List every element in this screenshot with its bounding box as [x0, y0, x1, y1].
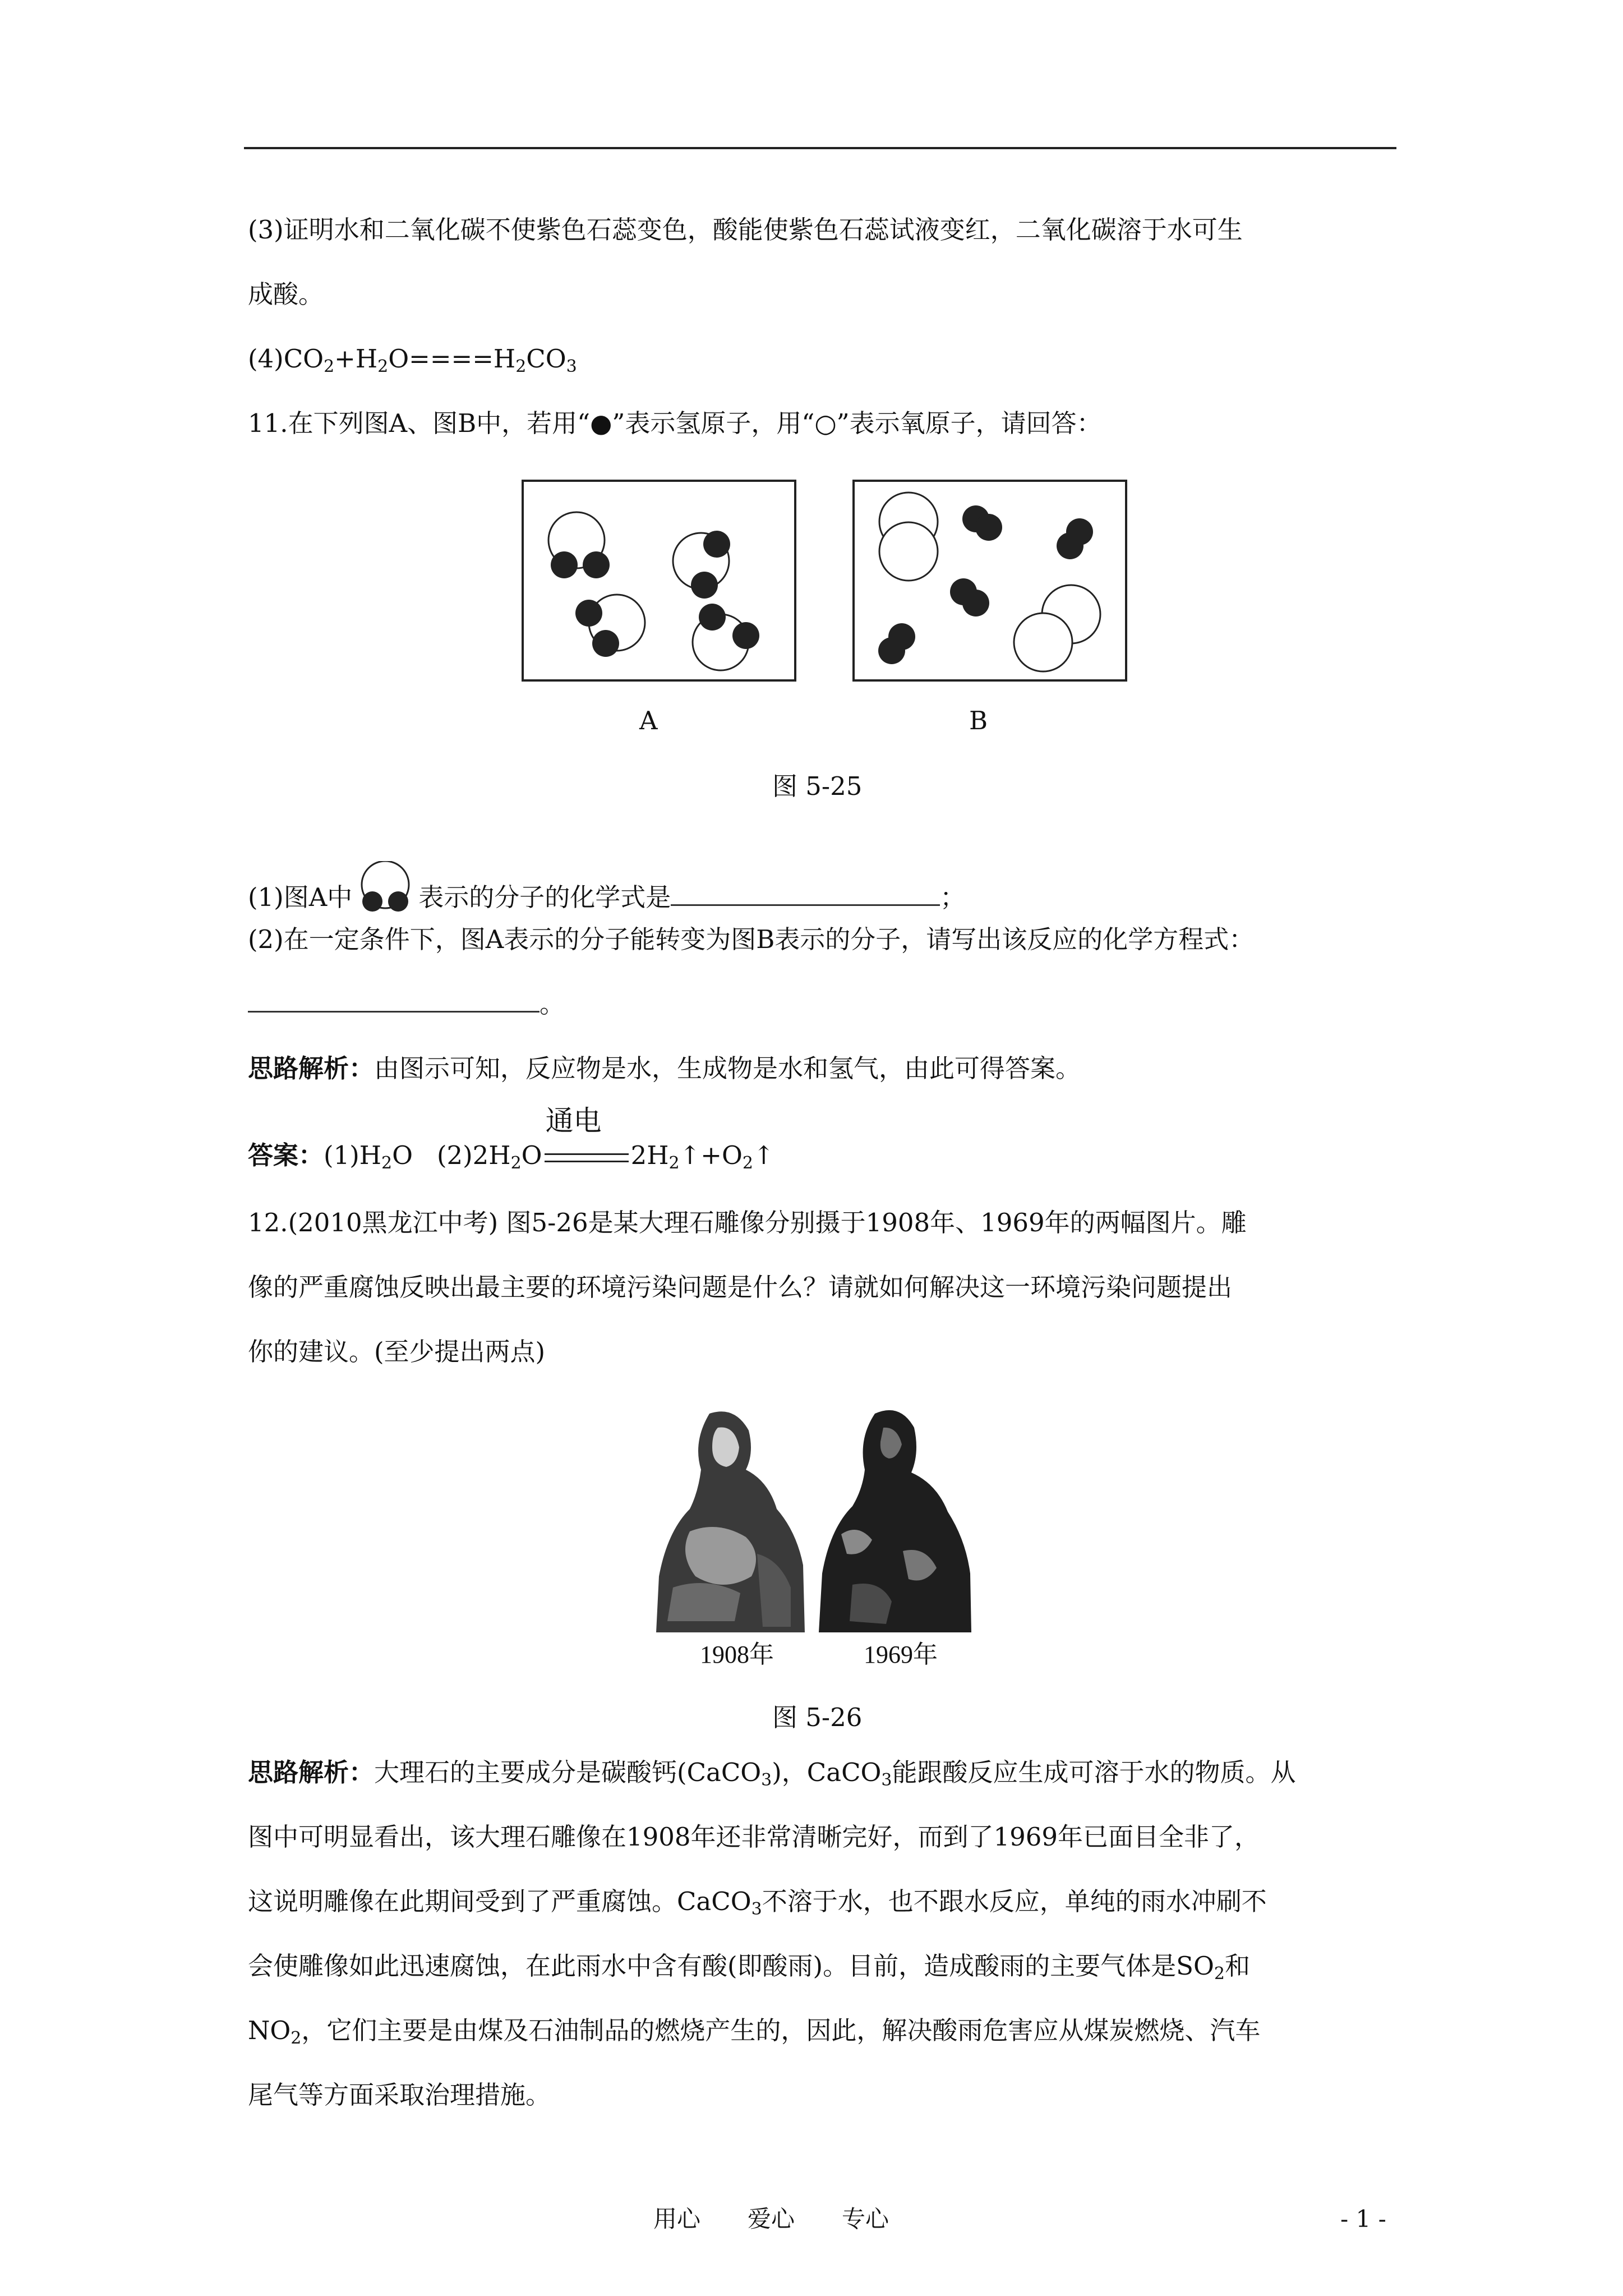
q11-sub1: (1)图A中 表示的分子的化学式是 ； — [248, 861, 965, 914]
photo-label-1969: 1969年 — [864, 1641, 938, 1668]
q11-sub2-blank-line: 。 — [248, 987, 565, 1021]
figure-b-label: B — [969, 706, 988, 735]
statue-photo-1908 — [656, 1408, 808, 1632]
q12-analysis-line3: 这说明雕像在此期间受到了严重腐蚀。CaCO$_3$不溶于水，也不跟水反应，单纯的雨水冲刷不 — [248, 1887, 1267, 1919]
answer-blank-1[interactable] — [671, 880, 940, 906]
q11-sub2: (2)在一定条件下，图A表示的分子能转变为图B表示的分子，请写出该反应的化学方程式： — [248, 924, 1255, 954]
figure-a-box — [522, 480, 796, 682]
q12-stem-line3: 你的建议。(至少提出两点) — [248, 1337, 546, 1366]
q12-analysis-line4: 会使雕像如此迅速腐蚀，在此雨水中含有酸(即酸雨)。目前，造成酸雨的主要气体是$SO_2$和 — [248, 1951, 1250, 1984]
q11-answer: 答案：$(1)H_2O$ $(2)2H_2O$ 通电 $2H_2↑+O_2↑$ — [248, 1105, 774, 1173]
q12-analysis-line6: 尾气等方面采取治理措施。 — [248, 2080, 551, 2110]
header-rule — [244, 147, 1396, 149]
q10-line1: (3)证明水和二氧化碳不使紫色石蕊变色，酸能使紫色石蕊试液变红，二氧化碳溶于水可生 — [248, 215, 1243, 245]
footer-motto: 用心 爱心 专心 — [653, 2205, 889, 2233]
figure-5-26-caption: 图 5-26 — [772, 1703, 863, 1732]
reaction-condition: 通电 — [542, 1139, 631, 1172]
figure-a-label: A — [639, 706, 658, 735]
q12-analysis-line5: $NO_2$，它们主要是由煤及石油制品的燃烧产生的，因此，解决酸雨危害应从煤炭燃烧、汽车 — [248, 2016, 1261, 2048]
q10-equation: $(4)CO_2+H_2O====H_2CO_3$ — [248, 344, 577, 376]
q12-analysis-line2: 图中可明显看出，该大理石雕像在1908年还非常清晰完好，而到了1969年已面目全非了， — [248, 1822, 1260, 1852]
figure-5-25-caption: 图 5-25 — [772, 771, 863, 801]
q11-stem: 11.在下列图A、图B中，若用“●”表示氢原子，用“○”表示氧原子，请回答： — [248, 408, 1102, 438]
q12-analysis-line1: 思路解析：大理石的主要成分是碳酸钙(CaCO$_3$)，CaCO$_3$能跟酸反应生成可溶于水的物质。从 — [248, 1757, 1296, 1790]
q12-stem-line2: 像的严重腐蚀反映出最主要的环境污染问题是什么？请就如何解决这一环境污染问题提出 — [248, 1272, 1233, 1302]
q12-stem-line1: 12.(2010黑龙江中考) 图5-26是某大理石雕像分别摄于1908年、1969年的两幅图片。雕 — [248, 1208, 1247, 1237]
statue-photo-1969 — [819, 1405, 973, 1632]
figure-b-box — [852, 480, 1127, 682]
photo-label-1908: 1908年 — [700, 1641, 774, 1668]
page-number: - 1 - — [1340, 2205, 1386, 2233]
q10-line2: 成酸。 — [248, 279, 324, 309]
water-molecule-inline-icon — [354, 861, 416, 912]
q11-analysis: 思路解析：由图示可知，反应物是水，生成物是水和氢气，由此可得答案。 — [248, 1053, 1081, 1083]
answer-blank-2[interactable] — [248, 988, 540, 1013]
